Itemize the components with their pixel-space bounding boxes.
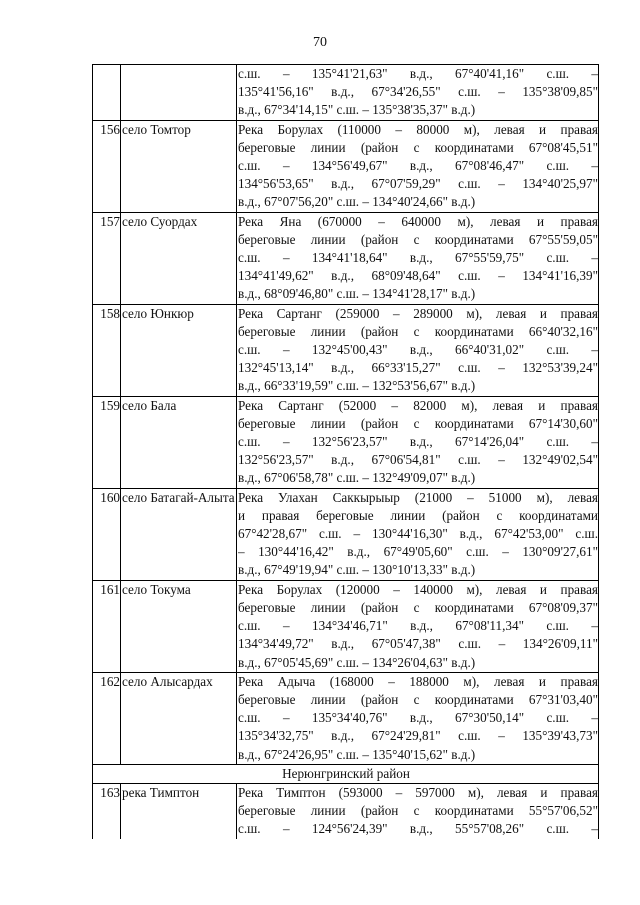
description-line: в.д., 67°05'45,69" с.ш. – 134°26'04,63" в.д.) bbox=[238, 654, 476, 670]
description-line: с.ш. – 124°56'24,39" в.д., 55°57'08,26" с.ш. – bbox=[238, 821, 598, 837]
table-row bbox=[93, 672, 599, 764]
table-row bbox=[93, 212, 599, 304]
description-line: береговые линии (район с координатами 55°57'06,52" bbox=[238, 803, 598, 819]
description-line: в.д., 67°49'19,94" с.ш. – 130°10'13,33" в.д.) bbox=[238, 562, 476, 578]
row-number: 158 bbox=[93, 304, 121, 396]
row-number: 162 bbox=[93, 672, 121, 764]
description-line: Река Яна (670000 – 640000 м), левая и правая bbox=[238, 213, 598, 229]
page-number: 70 bbox=[313, 35, 327, 50]
description-line: Река Тимптон (593000 – 597000 м), левая и правая bbox=[238, 784, 598, 800]
description-line: Река Сартанг (259000 – 289000 м), левая и правая bbox=[238, 305, 598, 321]
river-description bbox=[237, 212, 599, 304]
river-description bbox=[237, 65, 599, 121]
description-line: и правая береговые линии (район с координатами bbox=[238, 507, 598, 523]
river-description bbox=[237, 396, 599, 488]
settlement-name: село Суордах bbox=[121, 212, 237, 304]
settlement-name: река Тимптон bbox=[121, 783, 237, 838]
table-row bbox=[93, 120, 599, 212]
description-line: береговые линии (район с координатами 67°08'45,51" bbox=[238, 139, 598, 155]
table-row bbox=[93, 304, 599, 396]
coordinates-table bbox=[92, 64, 599, 839]
description-line: с.ш. – 135°41'21,63" в.д., 67°40'41,16" с.ш. – bbox=[238, 66, 598, 81]
description-line: в.д., 66°33'19,59" с.ш. – 132°53'56,67" в.д.) bbox=[238, 378, 476, 394]
table-row bbox=[93, 783, 599, 838]
description-line: с.ш. – 135°34'40,76" в.д., 67°30'50,14" с.ш. – bbox=[238, 710, 598, 726]
river-description bbox=[237, 580, 599, 672]
description-line: с.ш. – 132°45'00,43" в.д., 66°40'31,02" с.ш. – bbox=[238, 342, 598, 358]
description-line: береговые линии (район с координатами 67°14'30,60" bbox=[238, 415, 598, 431]
table-body bbox=[93, 65, 599, 839]
description-line: 135°34'32,75" в.д., 67°24'29,81" с.ш. – 135°39'43,73" bbox=[238, 728, 598, 744]
row-number: 160 bbox=[93, 488, 121, 580]
description-line: 134°56'53,65" в.д., 67°07'59,29" с.ш. – 134°40'25,97" bbox=[238, 176, 598, 192]
description-line: Река Борулах (120000 – 140000 м), левая и правая bbox=[238, 581, 598, 597]
row-number: 161 bbox=[93, 580, 121, 672]
row-number bbox=[93, 65, 121, 121]
description-line: береговые линии (район с координатами 67°08'09,37" bbox=[238, 599, 598, 615]
description-line: 67°42'28,67" с.ш. – 130°44'16,30" в.д., 67°42'53,00" с.ш. bbox=[238, 526, 598, 542]
section-title: Нерюнгринский район bbox=[93, 764, 599, 783]
description-line: 132°45'13,14" в.д., 66°33'15,27" с.ш. – 132°53'39,24" bbox=[238, 360, 598, 376]
settlement-name: село Томтор bbox=[121, 120, 237, 212]
description-line: 135°41'56,16" в.д., 67°34'26,55" с.ш. – 135°38'09,85" bbox=[238, 84, 598, 100]
table-row bbox=[93, 396, 599, 488]
description-line: в.д., 67°07'56,20" с.ш. – 134°40'24,66" в.д.) bbox=[238, 194, 476, 210]
description-line: – 130°44'16,42" в.д., 67°49'05,60" с.ш. – 130°09'27,61" bbox=[238, 544, 598, 560]
river-description bbox=[237, 783, 599, 838]
description-line: с.ш. – 132°56'23,57" в.д., 67°14'26,04" с.ш. – bbox=[238, 434, 598, 450]
settlement-name: село Бала bbox=[121, 396, 237, 488]
settlement-name: село Алысардах bbox=[121, 672, 237, 764]
description-line: с.ш. – 134°41'18,64" в.д., 67°55'59,75" с.ш. – bbox=[238, 250, 598, 266]
river-description bbox=[237, 120, 599, 212]
description-line: береговые линии (район с координатами 67°55'59,05" bbox=[238, 231, 598, 247]
description-line: с.ш. – 134°34'46,71" в.д., 67°08'11,34" с.ш. – bbox=[238, 618, 598, 634]
description-line: в.д., 67°24'26,95" с.ш. – 135°40'15,62" в.д.) bbox=[238, 746, 476, 762]
table-row bbox=[93, 65, 599, 121]
table-row bbox=[93, 488, 599, 580]
description-line: Река Улахан Саккырыыр (21000 – 51000 м), левая bbox=[238, 489, 598, 505]
settlement-name: село Токума bbox=[121, 580, 237, 672]
description-line: 134°34'49,72" в.д., 67°05'47,38" с.ш. – 134°26'09,11" bbox=[238, 636, 598, 652]
description-line: 134°41'49,62" в.д., 68°09'48,64" с.ш. – 134°41'16,39" bbox=[238, 268, 598, 284]
row-number: 163 bbox=[93, 783, 121, 838]
settlement-name bbox=[121, 65, 237, 121]
description-line: в.д., 67°34'14,15" с.ш. – 135°38'35,37" в.д.) bbox=[238, 102, 476, 118]
row-number: 156 bbox=[93, 120, 121, 212]
row-number: 157 bbox=[93, 212, 121, 304]
river-description bbox=[237, 672, 599, 764]
settlement-name: село Юнкюр bbox=[121, 304, 237, 396]
description-line: с.ш. – 134°56'49,67" в.д., 67°08'46,47" с.ш. – bbox=[238, 158, 598, 174]
description-line: береговые линии (район с координатами 67°31'03,40" bbox=[238, 691, 598, 707]
description-line: Река Адыча (168000 – 188000 м), левая и правая bbox=[238, 673, 598, 689]
description-line: в.д., 67°06'58,78" с.ш. – 132°49'09,07" в.д.) bbox=[238, 470, 476, 486]
river-description bbox=[237, 488, 599, 580]
river-description bbox=[237, 304, 599, 396]
settlement-name: село Батагай-Алыта bbox=[121, 488, 237, 580]
description-line: в.д., 68°09'46,80" с.ш. – 134°41'28,17" в.д.) bbox=[238, 286, 476, 302]
description-line: Река Борулах (110000 – 80000 м), левая и правая bbox=[238, 121, 598, 137]
section-row bbox=[93, 764, 599, 783]
table-row bbox=[93, 580, 599, 672]
description-line: Река Сартанг (52000 – 82000 м), левая и правая bbox=[238, 397, 598, 413]
description-line: береговые линии (район с координатами 66°40'32,16" bbox=[238, 323, 598, 339]
description-line: 132°56'23,57" в.д., 67°06'54,81" с.ш. – 132°49'02,54" bbox=[238, 452, 598, 468]
row-number: 159 bbox=[93, 396, 121, 488]
